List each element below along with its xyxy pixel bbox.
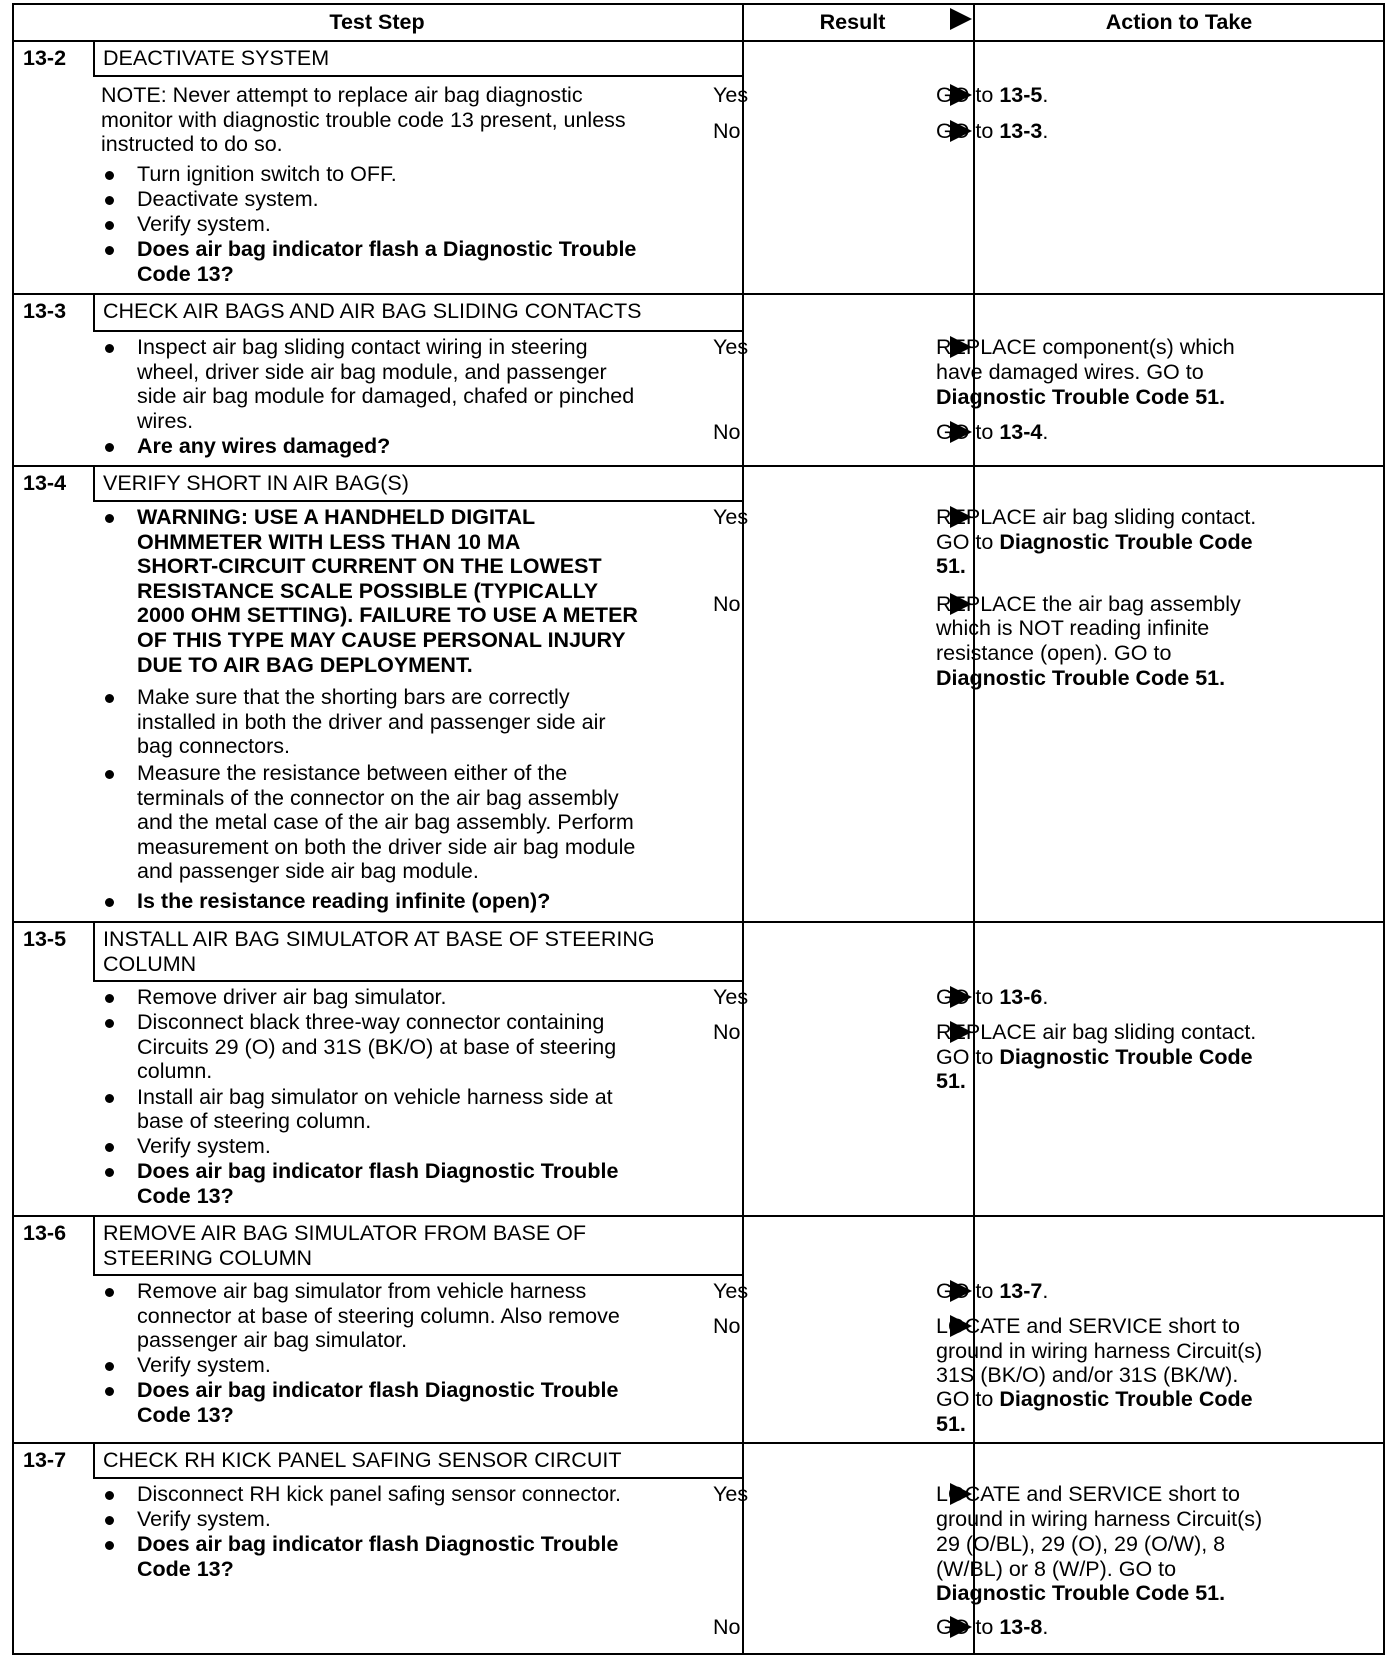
bullet-icon [105,1019,114,1028]
bullet-text: Verify system. [137,1507,271,1531]
step-id: 13-5 [23,927,67,951]
result-label: Yes [713,335,749,359]
action-text [936,666,1225,691]
action-text-segment: REPLACE component(s) which [936,335,1235,359]
action-text-segment: GO to [936,1387,1000,1411]
action-text [936,360,1204,385]
result-label: No [713,592,741,616]
result-label: Yes [713,1482,749,1506]
bullet-text: Verify system. [137,212,271,236]
step-title: REMOVE AIR BAG SIMULATOR FROM BASE OF [103,1221,587,1245]
bullet-text: Does air bag indicator flash Diagnostic Trouble [137,1532,619,1556]
bullet-text: Remove driver air bag simulator. [137,985,447,1009]
bullet-text: bag connectors. [137,734,290,758]
bullet-icon [105,1541,114,1550]
action-text-segment: 13-5 [999,83,1043,107]
title-underline [93,1477,742,1479]
bullet-icon [105,770,114,779]
bullet-text: Verify system. [137,1134,271,1158]
table-border-top [12,3,1385,5]
table-border-bottom [12,1653,1385,1655]
step-title: DEACTIVATE SYSTEM [103,46,330,70]
action-text-segment: REPLACE air bag sliding contact. [936,505,1257,529]
bullet-text: Verify system. [137,1353,271,1377]
step-id-divider [93,40,95,75]
action-text-segment: 13-7 [999,1279,1043,1303]
action-text-segment: LOCATE and SERVICE short to [936,1314,1240,1338]
step-id: 13-3 [23,299,67,323]
bullet-text: and the metal case of the air bag assembly. Perform [137,810,634,834]
step-title: COLUMN [103,951,197,976]
bullet-icon [105,694,114,703]
step-title: CHECK AIR BAGS AND AIR BAG SLIDING CONTACTS [103,299,642,323]
title-underline [93,500,742,502]
action-text-segment: have damaged wires. GO to [936,360,1204,384]
action-text-segment: GO to [936,1045,1000,1069]
note-text: instructed to do so. [101,132,283,156]
action-text [936,1069,966,1094]
bullet-text: wheel, driver side air bag module, and passenger [137,360,607,384]
step-title: VERIFY SHORT IN AIR BAG(S) [103,471,409,495]
row-separator [12,40,1383,42]
bullet-icon [105,246,114,255]
bullet-icon [105,1094,114,1103]
action-text [936,554,966,579]
result-label: Yes [713,1279,749,1303]
bullet-text: SHORT-CIRCUIT CURRENT ON THE LOWEST [137,554,602,578]
result-label: No [713,1615,741,1639]
title-underline [93,75,742,77]
action-text-segment: Diagnostic Trouble Code [999,530,1253,554]
action-text-segment: GO to [936,985,1000,1009]
bullet-icon [105,1362,114,1371]
step-title: CHECK RH KICK PANEL SAFING SENSOR CIRCUIT [103,1448,622,1472]
bullet-text: measurement on both the driver side air bag module [137,835,636,859]
bullet-icon [105,1288,114,1297]
bullet-icon [105,1143,114,1152]
action-text [936,1314,1240,1339]
header-arrow-icon [950,8,972,30]
action-text-segment: 31S (BK/O) and/or 31S (BK/W). [936,1363,1239,1387]
action-text [936,83,1048,108]
bullet-text: WARNING: USE A HANDHELD DIGITAL [137,505,536,529]
action-text-segment: . [1042,83,1049,107]
bullet-text: Measure the resistance between either of the [137,761,568,785]
action-text-segment: 13-3 [999,119,1043,143]
action-text-segment: . [1042,1615,1049,1639]
action-text [936,385,1225,410]
action-text [936,1482,1240,1507]
title-underline [93,980,742,982]
step-id: 13-7 [23,1448,67,1472]
action-text-segment: 29 (O/BL), 29 (O), 29 (O/W), 8 [936,1532,1226,1556]
bullet-text: Does air bag indicator flash Diagnostic Trouble [137,1159,619,1183]
action-text-segment: ground in wiring harness Circuit(s) [936,1339,1263,1363]
bullet-icon [105,344,114,353]
header-test-step: Test Step [329,10,425,34]
row-separator [12,1442,1383,1444]
result-label: Yes [713,83,749,107]
bullet-icon [105,171,114,180]
action-text-segment: resistance (open). GO to [936,641,1172,665]
bullet-icon [105,994,114,1003]
action-text [936,505,1256,530]
bullet-icon [105,443,114,452]
bullet-icon [105,898,114,907]
bullet-text: connector at base of steering column. Also remove [137,1304,620,1328]
bullet-icon [105,514,114,523]
action-text-segment: 51. [936,554,966,578]
action-text [936,985,1048,1010]
action-text-segment: 51. [936,1412,966,1436]
bullet-text: OHMMETER WITH LESS THAN 10 MA [137,530,521,554]
bullet-text: Remove air bag simulator from vehicle harness [137,1279,587,1303]
bullet-text: installed in both the driver and passenger side air [137,710,606,734]
action-text-segment: REPLACE the air bag assembly [936,592,1241,616]
action-text [936,1532,1225,1557]
action-text-segment: GO to [936,119,1000,143]
step-id-divider [93,293,95,330]
action-text [936,641,1171,666]
action-text-segment: Diagnostic Trouble Code 51. [936,666,1226,690]
action-text [936,1045,1253,1070]
action-text-segment: Diagnostic Trouble Code [999,1045,1253,1069]
result-label: No [713,1314,741,1338]
bullet-text: Deactivate system. [137,187,319,211]
bullet-text: DUE TO AIR BAG DEPLOYMENT. [137,653,473,677]
column-divider-result [742,3,744,1653]
bullet-text: Code 13? [137,1403,234,1427]
step-title: STEERING COLUMN [103,1245,313,1270]
action-text-segment: 51. [936,1069,966,1093]
action-text [936,1557,1176,1582]
bullet-text: wires. [137,409,194,433]
step-id-divider [93,1442,95,1477]
action-text-segment: . [1042,420,1049,444]
bullet-text: Disconnect RH kick panel safing sensor connector. [137,1482,621,1506]
row-separator [12,1215,1383,1217]
action-text-segment: (W/BL) or 8 (W/P). GO to [936,1557,1177,1581]
action-text-segment: which is NOT reading infinite [936,616,1210,640]
action-text [936,592,1241,617]
action-text-segment: GO to [936,83,1000,107]
action-text [936,119,1048,144]
action-text-segment: . [1042,119,1049,143]
action-text [936,1363,1238,1388]
step-id: 13-6 [23,1221,67,1245]
bullet-text: Make sure that the shorting bars are correctly [137,685,570,709]
bullet-icon [105,1491,114,1500]
action-text-segment: REPLACE air bag sliding contact. [936,1020,1257,1044]
bullet-text: base of steering column. [137,1109,372,1133]
bullet-icon [105,221,114,230]
title-underline [93,330,742,332]
action-text [936,420,1048,445]
result-label: Yes [713,985,749,1009]
action-text-segment: GO to [936,1279,1000,1303]
action-text-segment: GO to [936,530,1000,554]
result-label: Yes [713,505,749,529]
bullet-icon [105,1168,114,1177]
bullet-text: terminals of the connector on the air bag assembly [137,786,619,810]
bullet-text: and passenger side air bag module. [137,859,479,883]
bullet-text: Disconnect black three-way connector containing [137,1010,605,1034]
action-text [936,1412,966,1437]
action-text [936,616,1209,641]
action-text-segment: GO to [936,1615,1000,1639]
bullet-text: Is the resistance reading infinite (open)? [137,889,551,913]
action-text [936,1020,1256,1045]
header-action: Action to Take [1105,10,1253,34]
bullet-text: column. [137,1059,213,1083]
bullet-text: Code 13? [137,262,234,286]
action-text [936,1507,1262,1532]
bullet-text: Code 13? [137,1184,234,1208]
action-text-segment: Diagnostic Trouble Code [999,1387,1253,1411]
bullet-text: RESISTANCE SCALE POSSIBLE (TYPICALLY [137,579,599,603]
table-border-right [1383,3,1385,1655]
action-text [936,530,1253,555]
action-text-segment: LOCATE and SERVICE short to [936,1482,1240,1506]
bullet-text: Install air bag simulator on vehicle harness side at [137,1085,613,1109]
bullet-icon [105,196,114,205]
bullet-text: Does air bag indicator flash Diagnostic Trouble [137,1378,619,1402]
row-separator [12,465,1383,467]
action-text-segment: 13-6 [999,985,1043,1009]
step-id: 13-4 [23,471,67,495]
bullet-text: Inspect air bag sliding contact wiring in steering [137,335,588,359]
action-text-segment: 13-4 [999,420,1043,444]
bullet-text: Turn ignition switch to OFF. [137,162,397,186]
action-text-segment: GO to [936,420,1000,444]
step-title: INSTALL AIR BAG SIMULATOR AT BASE OF STEERING [103,927,655,951]
action-text-segment: . [1042,985,1049,1009]
bullet-text: Code 13? [137,1557,234,1581]
step-id: 13-2 [23,46,67,70]
row-separator [12,293,1383,295]
note-text: monitor with diagnostic trouble code 13 present, unless [101,108,626,132]
result-label: No [713,1020,741,1044]
result-label: No [713,420,741,444]
table-border-left [12,3,14,1655]
step-id-divider [93,465,95,500]
bullet-text: Are any wires damaged? [137,434,391,458]
bullet-text: 2000 OHM SETTING). FAILURE TO USE A METER [137,603,638,627]
action-text-segment: . [1042,1279,1049,1303]
bullet-text: Circuits 29 (O) and 31S (BK/O) at base of steering [137,1035,617,1059]
action-text [936,1279,1048,1304]
bullet-icon [105,1516,114,1525]
action-text [936,1615,1048,1640]
header-result: Result [819,10,886,34]
row-separator [12,921,1383,923]
title-underline [93,1274,742,1276]
bullet-text: passenger air bag simulator. [137,1328,408,1352]
action-text-segment: Diagnostic Trouble Code 51. [936,1581,1226,1605]
bullet-text: Does air bag indicator flash a Diagnostic Trouble [137,237,637,261]
action-text [936,335,1235,360]
action-text-segment: Diagnostic Trouble Code 51. [936,385,1226,409]
bullet-icon [105,1387,114,1396]
result-label: No [713,119,741,143]
action-text-segment: 13-8 [999,1615,1043,1639]
step-id-divider [93,921,95,980]
bullet-text: side air bag module for damaged, chafed or pinched [137,384,635,408]
action-text [936,1581,1225,1606]
step-id-divider [93,1215,95,1274]
bullet-text: OF THIS TYPE MAY CAUSE PERSONAL INJURY [137,628,626,652]
note-text: NOTE: Never attempt to replace air bag diagnostic [101,83,583,107]
action-text [936,1387,1253,1412]
action-text-segment: ground in wiring harness Circuit(s) [936,1507,1263,1531]
action-text [936,1339,1262,1364]
